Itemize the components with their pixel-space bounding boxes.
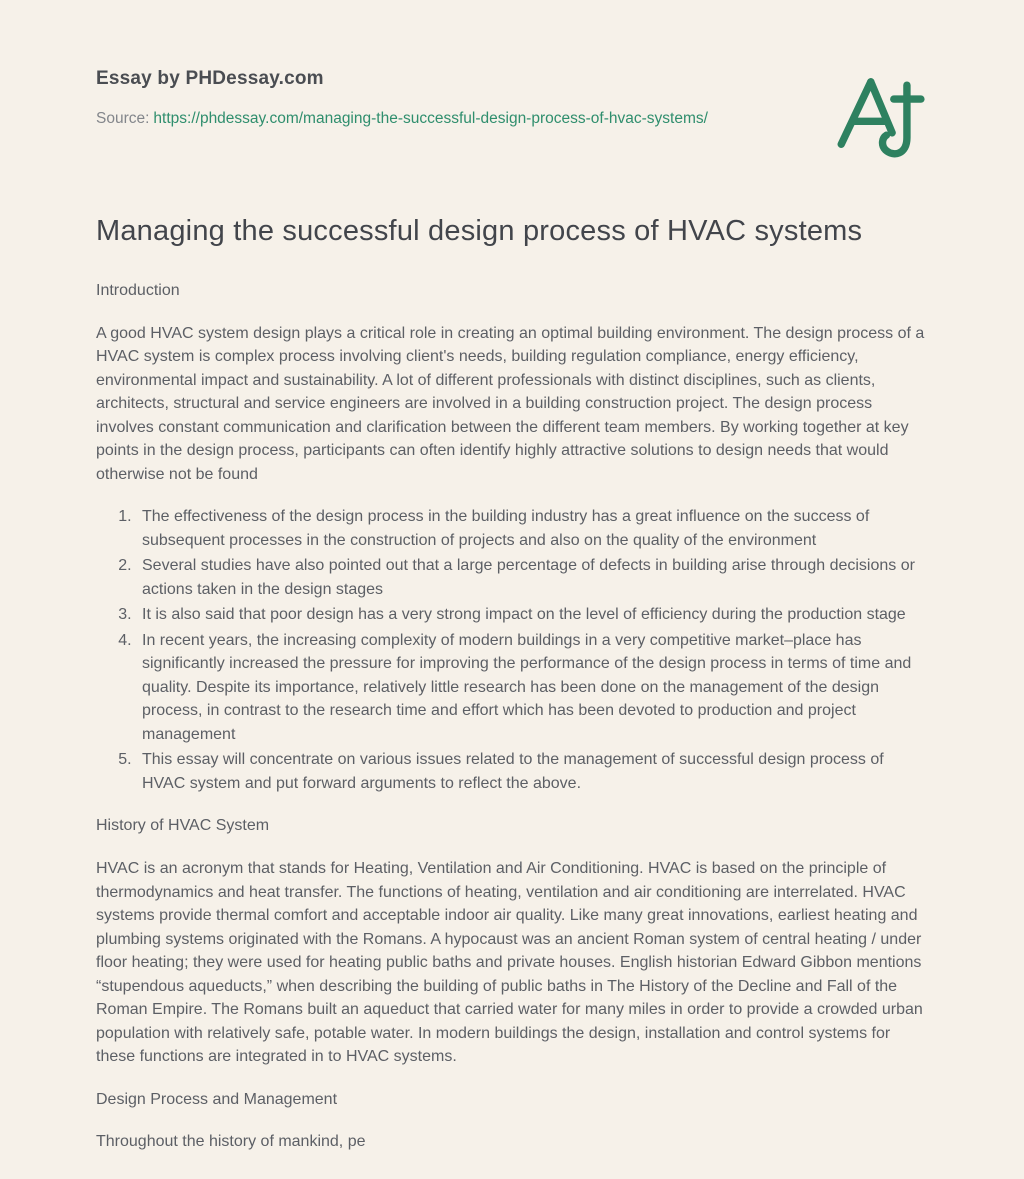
article-body: [96, 279, 928, 1154]
page-title: Managing the successful design process of HVAC systems: [96, 215, 863, 248]
section-heading-introduction: Introduction: [96, 282, 180, 300]
source-url-link[interactable]: https://phdessay.com/managing-the-successful-design-process-of-hvac-systems/: [153, 110, 708, 127]
source-label: Source:: [96, 110, 150, 127]
section-heading-history: History of HVAC System: [96, 817, 270, 835]
intro-paragraph: A good HVAC system design plays a critical role in creating an optimal building environment. The design process of a HVAC system is complex process involving client's needs, building regulation compliance, energy efficiency, environmental impact and sustainability. A lot of different professionals with distinct disciplines, such as clients, architects, structural and service engineers are involved in a building construction project. The design process involves constant communication and clarification between the different team members. By working together at key points in the design process, participants can often identify highly attractive solutions to design needs that would otherwise not be found: [96, 324, 925, 483]
phdessay-logo-icon: [833, 72, 925, 164]
list-item: 4. In recent years, the increasing complexity of modern buildings in a very competitive market–place has significantly increased the pressure for improving the performance of the design process in terms of time and quality. Despite its importance, relatively little research has been done on the management of the design process, in contrast to the research time and effort which has been devoted to production and project management: [136, 629, 928, 747]
list-item: 3. It is also said that poor design has a very strong impact on the level of efficiency during the production stage: [136, 603, 928, 627]
byline: Essay by PHDessay.com: [96, 68, 324, 89]
header: [96, 68, 928, 131]
design-paragraph-partial: Throughout the history of mankind, pe: [96, 1133, 366, 1151]
key-points-list: [96, 505, 928, 795]
list-item: 5. This essay will concentrate on various issues related to the management of successful design process of HVAC system and put forward arguments to reflect the above.: [136, 748, 928, 795]
header-left: [96, 68, 928, 131]
list-item: 1. The effectiveness of the design process in the building industry has a great influence on the success of subsequent processes in the construction of projects and also on the quality of the environment: [136, 505, 928, 552]
history-paragraph: HVAC is an acronym that stands for Heating, Ventilation and Air Conditioning. HVAC is based on the principle of thermodynamics and heat transfer. The functions of heating, ventilation and air conditioning are interrelated. HVAC systems provide thermal comfort and acceptable indoor air quality. Like many great innovations, earliest heating and plumbing systems originated with the Romans. A hypocaust was an ancient Roman system of central heating / under floor heating; they were used for heating public baths and private houses. English historian Edward Gibbon mentions “stupendous aqueducts,” when describing the building of public baths in The History of the Decline and Fall of the Roman Empire. The Romans built an aqueduct that carried water for many miles in order to provide a crowded urban population with relatively safe, potable water. In modern buildings the design, installation and control systems for these functions are integrated in to HVAC systems.: [96, 860, 923, 1066]
section-heading-design-process: Design Process and Management: [96, 1090, 338, 1108]
list-item: 2. Several studies have also pointed out that a large percentage of defects in building arise through decisions or actions taken in the design stages: [136, 554, 928, 601]
source-line: [96, 107, 716, 131]
